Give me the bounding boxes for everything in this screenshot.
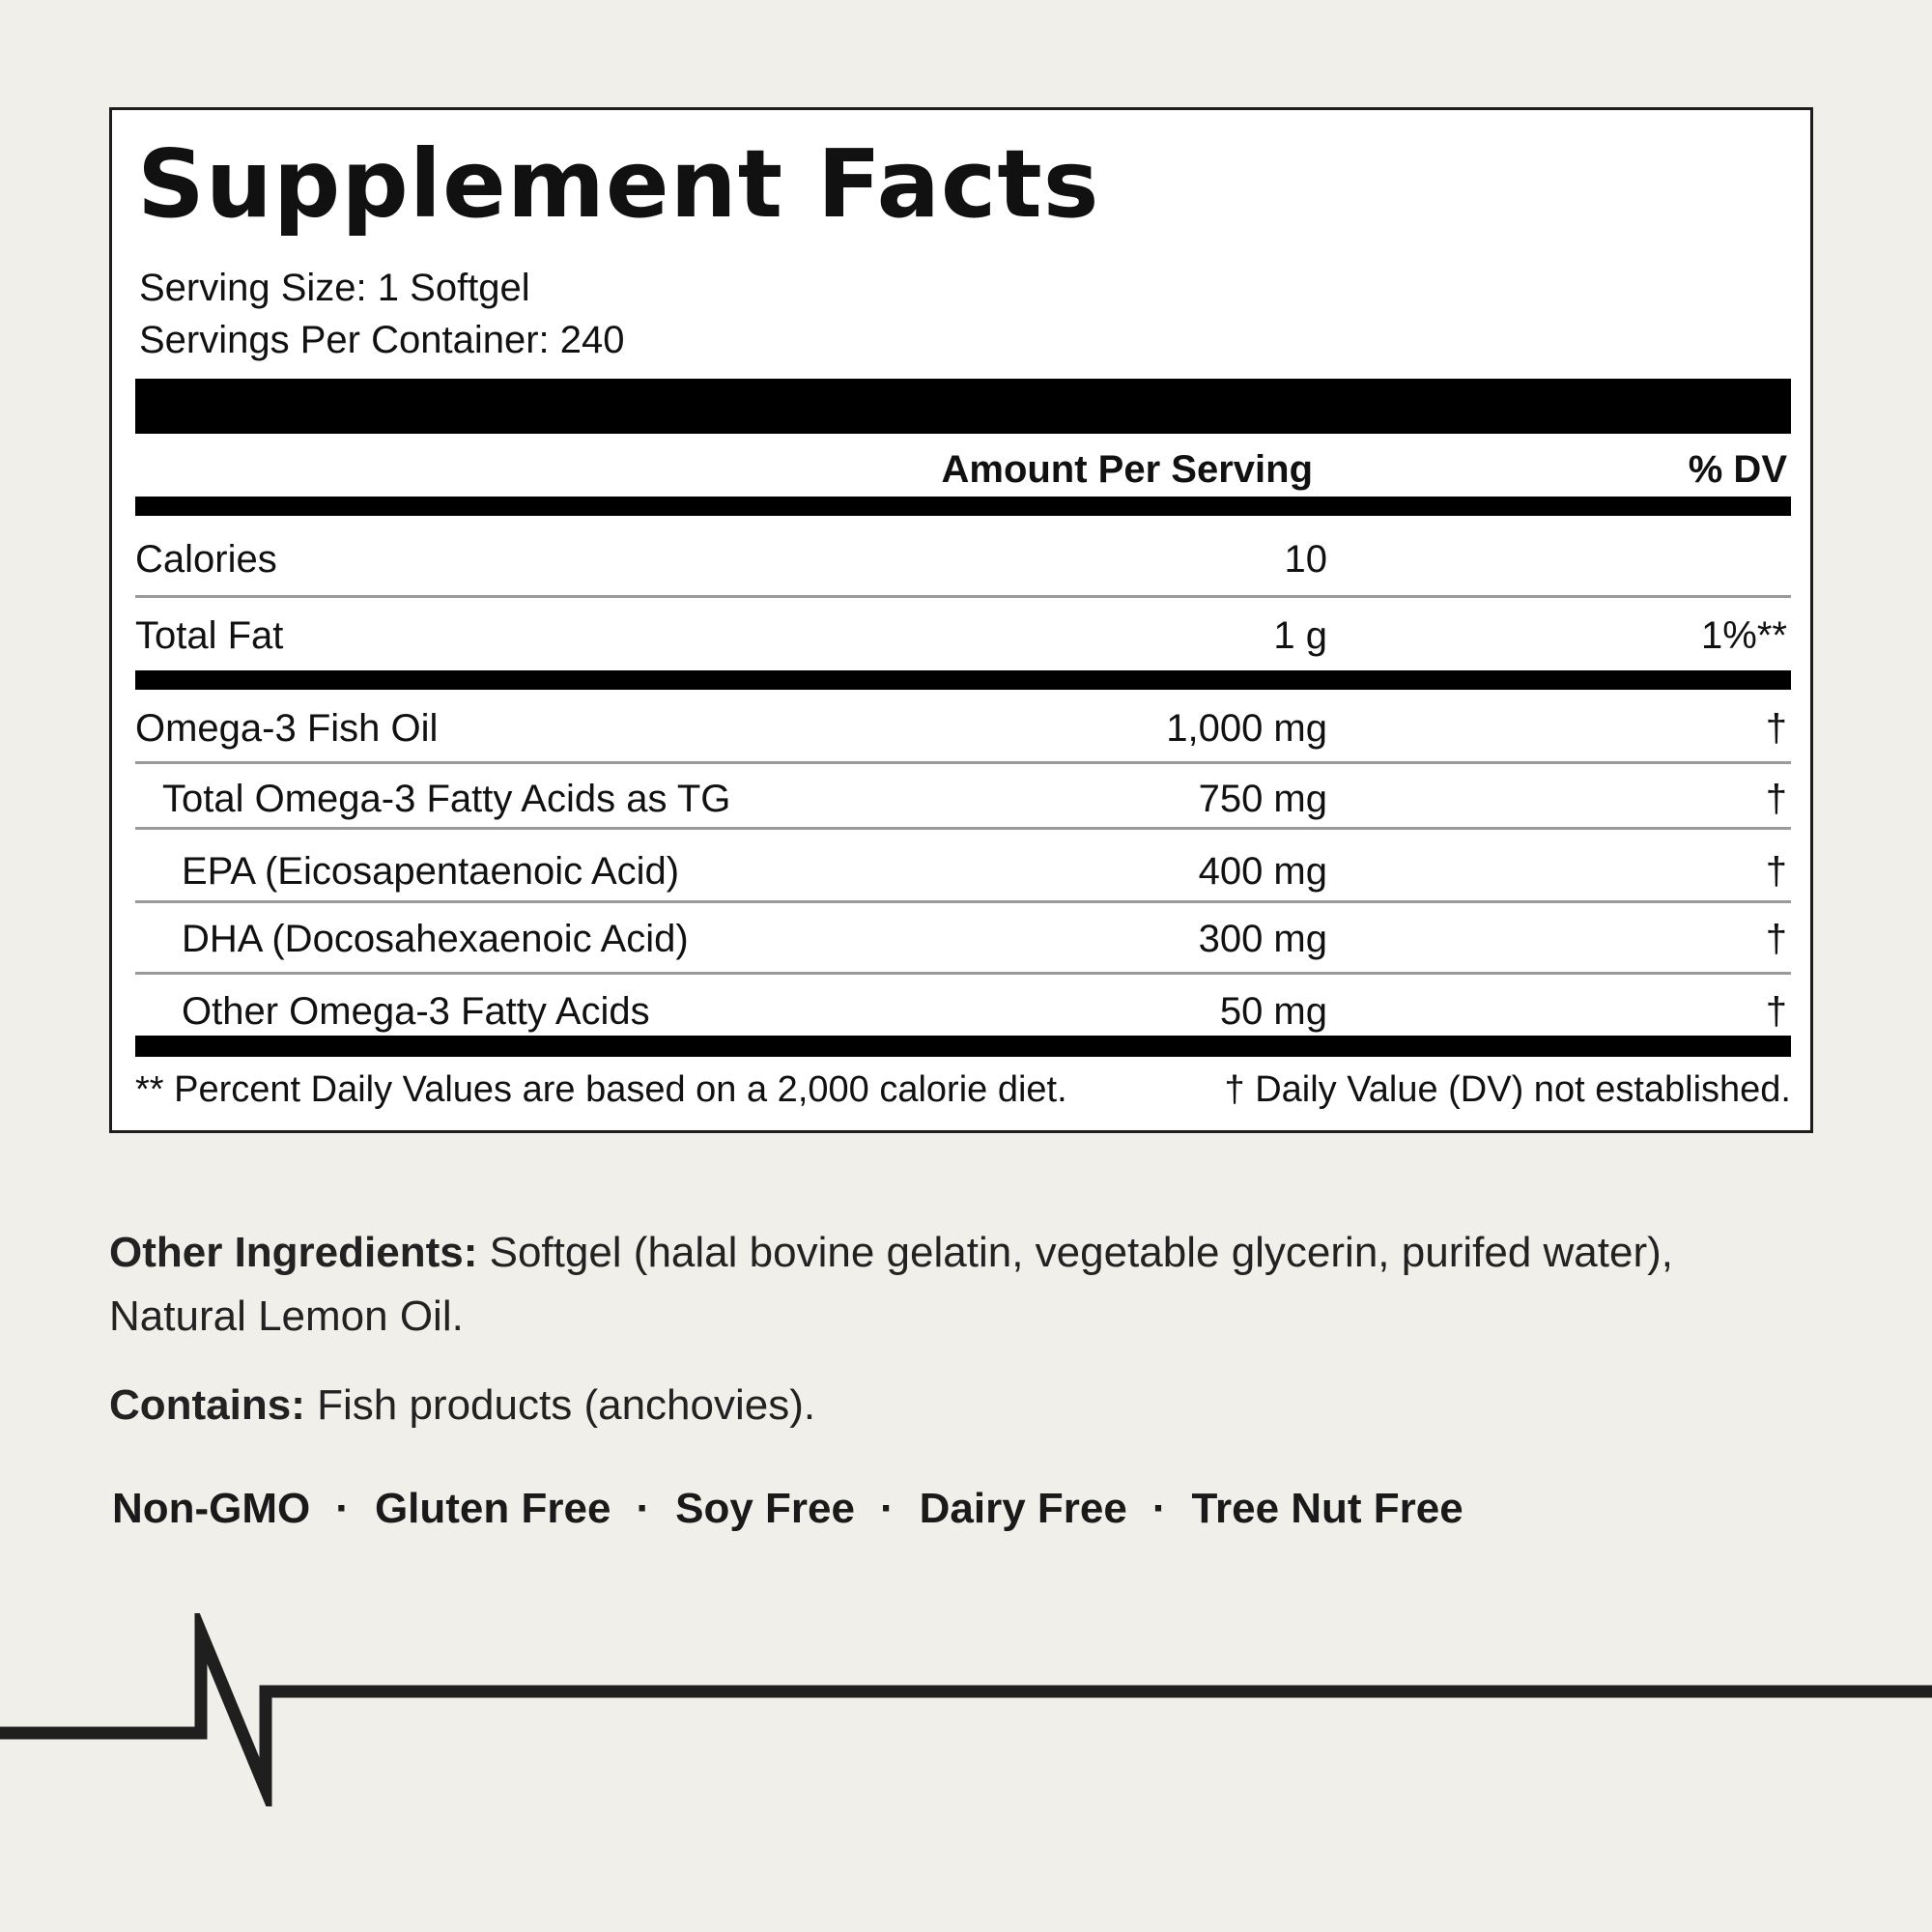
divider-thin — [135, 900, 1791, 903]
nutrient-name: Other Omega-3 Fatty Acids — [182, 990, 650, 1033]
nutrient-dv: † — [1765, 778, 1787, 820]
divider-thick — [135, 497, 1791, 516]
separator-dot: · — [335, 1485, 350, 1532]
facts-row — [135, 616, 1791, 665]
nutrient-amount: 10 — [1284, 538, 1327, 581]
facts-row — [135, 992, 1791, 1040]
header-bar — [135, 379, 1791, 434]
contains — [109, 1374, 1751, 1437]
other-ingredients — [109, 1221, 1751, 1349]
facts-row — [135, 709, 1791, 757]
nutrient-name: DHA (Docosahexaenoic Acid) — [182, 918, 689, 960]
amount-per-serving-header: Amount Per Serving — [941, 448, 1313, 491]
contains-text: Fish products (anchovies). — [304, 1381, 816, 1429]
divider-thin — [135, 827, 1791, 830]
other-ingredients-text: Softgel (halal bovine gelatin, vegetable glycerin, purifed water), Natural Lemon Oil. — [109, 1229, 1673, 1340]
facts-row — [135, 540, 1791, 588]
divider-thin — [135, 595, 1791, 598]
footnote-daily-values: ** Percent Daily Values are based on a 2,000 calorie diet. — [135, 1069, 1067, 1110]
claim-item: Tree Nut Free — [1191, 1485, 1463, 1532]
nutrient-dv: † — [1765, 990, 1787, 1033]
claim-item: Soy Free — [675, 1485, 855, 1532]
nutrient-amount: 1,000 mg — [1166, 707, 1327, 750]
nutrient-dv: † — [1765, 918, 1787, 960]
claim-item: Non-GMO — [112, 1485, 311, 1532]
nutrient-dv: 1%** — [1701, 614, 1787, 657]
nutrient-amount: 300 mg — [1198, 918, 1327, 960]
pulse-line-graphic — [0, 1613, 1932, 1806]
claim-item: Gluten Free — [374, 1485, 611, 1532]
divider-thin — [135, 761, 1791, 764]
supplement-facts-panel — [109, 107, 1813, 1133]
nutrient-amount: 750 mg — [1198, 778, 1327, 820]
nutrient-name: Omega-3 Fish Oil — [135, 707, 439, 750]
nutrient-dv: † — [1765, 707, 1787, 750]
nutrient-amount: 1 g — [1273, 614, 1327, 657]
nutrient-name: Calories — [135, 538, 277, 581]
panel-title: Supplement Facts — [137, 129, 1100, 239]
footnote-dagger: † Daily Value (DV) not established. — [1224, 1069, 1791, 1110]
divider-thick — [135, 670, 1791, 690]
divider-thick — [135, 1036, 1791, 1057]
nutrient-dv: † — [1765, 850, 1787, 893]
facts-row — [135, 852, 1791, 900]
nutrient-name: Total Omega-3 Fatty Acids as TG — [162, 778, 731, 820]
separator-dot: · — [636, 1485, 651, 1532]
nutrient-amount: 400 mg — [1198, 850, 1327, 893]
claim-item: Dairy Free — [919, 1485, 1127, 1532]
separator-dot: · — [879, 1485, 895, 1532]
contains-label: Contains: — [109, 1381, 305, 1429]
dv-header: % DV — [1688, 448, 1787, 491]
nutrient-amount: 50 mg — [1219, 990, 1327, 1033]
separator-dot: · — [1151, 1485, 1167, 1532]
dietary-claims — [112, 1485, 1463, 1532]
facts-row — [135, 780, 1791, 828]
serving-size: Serving Size: 1 Softgel — [139, 267, 530, 309]
servings-per-container: Servings Per Container: 240 — [139, 319, 625, 361]
pulse-line — [0, 1633, 1932, 1789]
facts-row — [135, 920, 1791, 968]
nutrient-name: EPA (Eicosapentaenoic Acid) — [182, 850, 680, 893]
divider-thin — [135, 972, 1791, 975]
nutrient-name: Total Fat — [135, 614, 284, 657]
other-ingredients-label: Other Ingredients: — [109, 1229, 478, 1276]
